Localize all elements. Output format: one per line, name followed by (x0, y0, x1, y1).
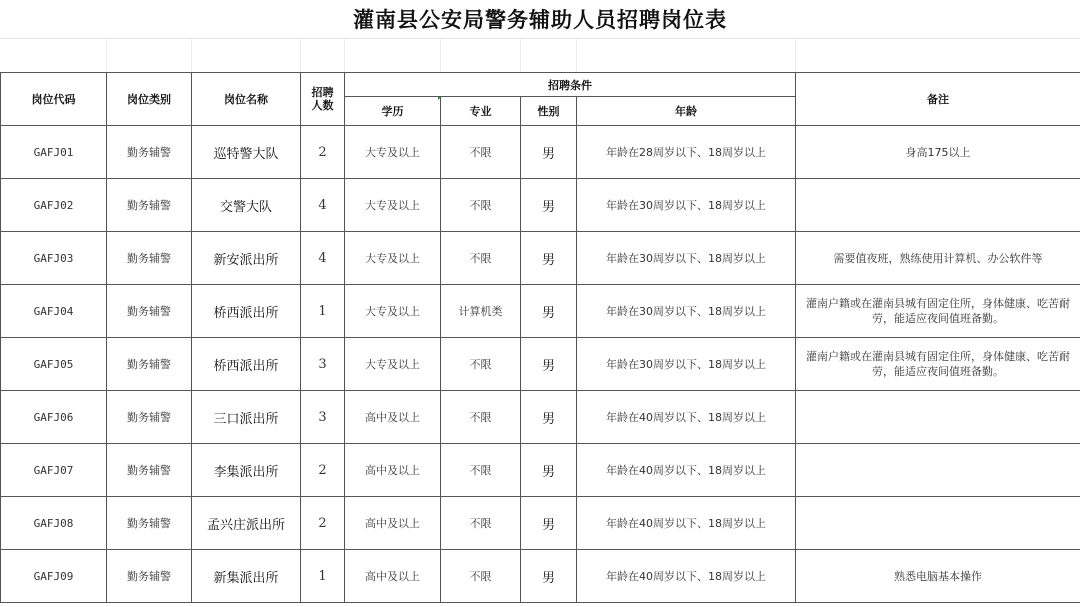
cell-education: 大专及以上 (345, 232, 441, 285)
table-row (1, 497, 1080, 550)
cell-note: 身高175以上 (796, 126, 1080, 179)
table-row (1, 550, 1080, 603)
cell-major: 不限 (441, 338, 521, 391)
cell-major: 不限 (441, 232, 521, 285)
cell-count: 3 (301, 391, 345, 444)
cell-code: GAFJ09 (1, 550, 107, 603)
cell-age: 年龄在28周岁以下、18周岁以上 (577, 126, 796, 179)
cell-category: 勤务辅警 (107, 550, 192, 603)
cell-age: 年龄在40周岁以下、18周岁以上 (577, 497, 796, 550)
cell-gender: 男 (521, 391, 577, 444)
cell-code: GAFJ08 (1, 497, 107, 550)
cell-code: GAFJ05 (1, 338, 107, 391)
cell-gender: 男 (521, 444, 577, 497)
header-education: 学历 (345, 97, 441, 126)
table-row (1, 232, 1080, 285)
cell-education: 大专及以上 (345, 126, 441, 179)
cell-note (796, 444, 1080, 497)
header-age: 年龄 (577, 97, 796, 126)
cell-category: 勤务辅警 (107, 444, 192, 497)
cell-gender: 男 (521, 497, 577, 550)
cell-education: 高中及以上 (345, 444, 441, 497)
cell-code: GAFJ07 (1, 444, 107, 497)
cell-age: 年龄在30周岁以下、18周岁以上 (577, 285, 796, 338)
cell-education: 大专及以上 (345, 285, 441, 338)
cell-gender: 男 (521, 285, 577, 338)
cell-note: 灌南户籍或在灌南县城有固定住所，身体健康、吃苦耐劳，能适应夜间值班备勤。 (796, 338, 1080, 391)
empty-spreadsheet-row (0, 38, 1080, 73)
cell-note (796, 391, 1080, 444)
header-gender: 性别 (521, 97, 577, 126)
cell-count: 4 (301, 179, 345, 232)
cell-note: 灌南户籍或在灌南县城有固定住所，身体健康、吃苦耐劳，能适应夜间值班备勤。 (796, 285, 1080, 338)
cell-category: 勤务辅警 (107, 126, 192, 179)
cell-name: 桥西派出所 (192, 338, 301, 391)
cell-education: 高中及以上 (345, 550, 441, 603)
cell-age: 年龄在30周岁以下、18周岁以上 (577, 232, 796, 285)
cell-major: 计算机类 (441, 285, 521, 338)
cell-code: GAFJ03 (1, 232, 107, 285)
job-table (0, 72, 1080, 603)
cell-age: 年龄在30周岁以下、18周岁以上 (577, 338, 796, 391)
cell-count: 2 (301, 126, 345, 179)
cell-category: 勤务辅警 (107, 179, 192, 232)
cell-age: 年龄在40周岁以下、18周岁以上 (577, 391, 796, 444)
header-count (301, 73, 345, 126)
cell-name: 新集派出所 (192, 550, 301, 603)
cell-major: 不限 (441, 444, 521, 497)
cell-major: 不限 (441, 497, 521, 550)
table-row (1, 444, 1080, 497)
cell-age: 年龄在40周岁以下、18周岁以上 (577, 550, 796, 603)
cell-code: GAFJ01 (1, 126, 107, 179)
table-row (1, 391, 1080, 444)
cell-gender: 男 (521, 232, 577, 285)
cell-name: 新安派出所 (192, 232, 301, 285)
header-code: 岗位代码 (1, 73, 107, 126)
cell-count: 4 (301, 232, 345, 285)
cell-name: 桥西派出所 (192, 285, 301, 338)
cell-note (796, 179, 1080, 232)
cell-note: 需要值夜班，熟练使用计算机、办公软件等 (796, 232, 1080, 285)
cell-count: 3 (301, 338, 345, 391)
cell-category: 勤务辅警 (107, 232, 192, 285)
cell-count: 1 (301, 285, 345, 338)
cell-major: 不限 (441, 126, 521, 179)
cell-count: 2 (301, 444, 345, 497)
cell-code: GAFJ06 (1, 391, 107, 444)
cell-code: GAFJ04 (1, 285, 107, 338)
header-conditions: 招聘条件 (345, 73, 796, 97)
cell-gender: 男 (521, 179, 577, 232)
cell-category: 勤务辅警 (107, 338, 192, 391)
page-title: 灌南县公安局警务辅助人员招聘岗位表 (353, 8, 727, 32)
cell-count: 2 (301, 497, 345, 550)
table-row (1, 126, 1080, 179)
cell-age: 年龄在40周岁以下、18周岁以上 (577, 444, 796, 497)
cell-gender: 男 (521, 126, 577, 179)
table-row (1, 338, 1080, 391)
cell-name: 李集派出所 (192, 444, 301, 497)
cell-category: 勤务辅警 (107, 497, 192, 550)
header-major: 专业 (441, 97, 521, 126)
cell-note: 熟悉电脑基本操作 (796, 550, 1080, 603)
table-row (1, 179, 1080, 232)
cell-education: 高中及以上 (345, 391, 441, 444)
cell-name: 巡特警大队 (192, 126, 301, 179)
header-name: 岗位名称 (192, 73, 301, 126)
cell-category: 勤务辅警 (107, 285, 192, 338)
cell-name: 三口派出所 (192, 391, 301, 444)
cell-name: 孟兴庄派出所 (192, 497, 301, 550)
cell-education: 大专及以上 (345, 338, 441, 391)
cell-note (796, 497, 1080, 550)
cell-major: 不限 (441, 550, 521, 603)
cell-major: 不限 (441, 179, 521, 232)
cell-education: 高中及以上 (345, 497, 441, 550)
table-row (1, 285, 1080, 338)
header-category: 岗位类别 (107, 73, 192, 126)
cell-code: GAFJ02 (1, 179, 107, 232)
cell-category: 勤务辅警 (107, 391, 192, 444)
cell-name: 交警大队 (192, 179, 301, 232)
cell-gender: 男 (521, 550, 577, 603)
cell-age: 年龄在30周岁以下、18周岁以上 (577, 179, 796, 232)
cell-major: 不限 (441, 391, 521, 444)
cell-count: 1 (301, 550, 345, 603)
cell-gender: 男 (521, 338, 577, 391)
header-note: 备注 (796, 73, 1080, 126)
header-count-label: 招聘人数 (311, 86, 334, 112)
cell-education: 大专及以上 (345, 179, 441, 232)
